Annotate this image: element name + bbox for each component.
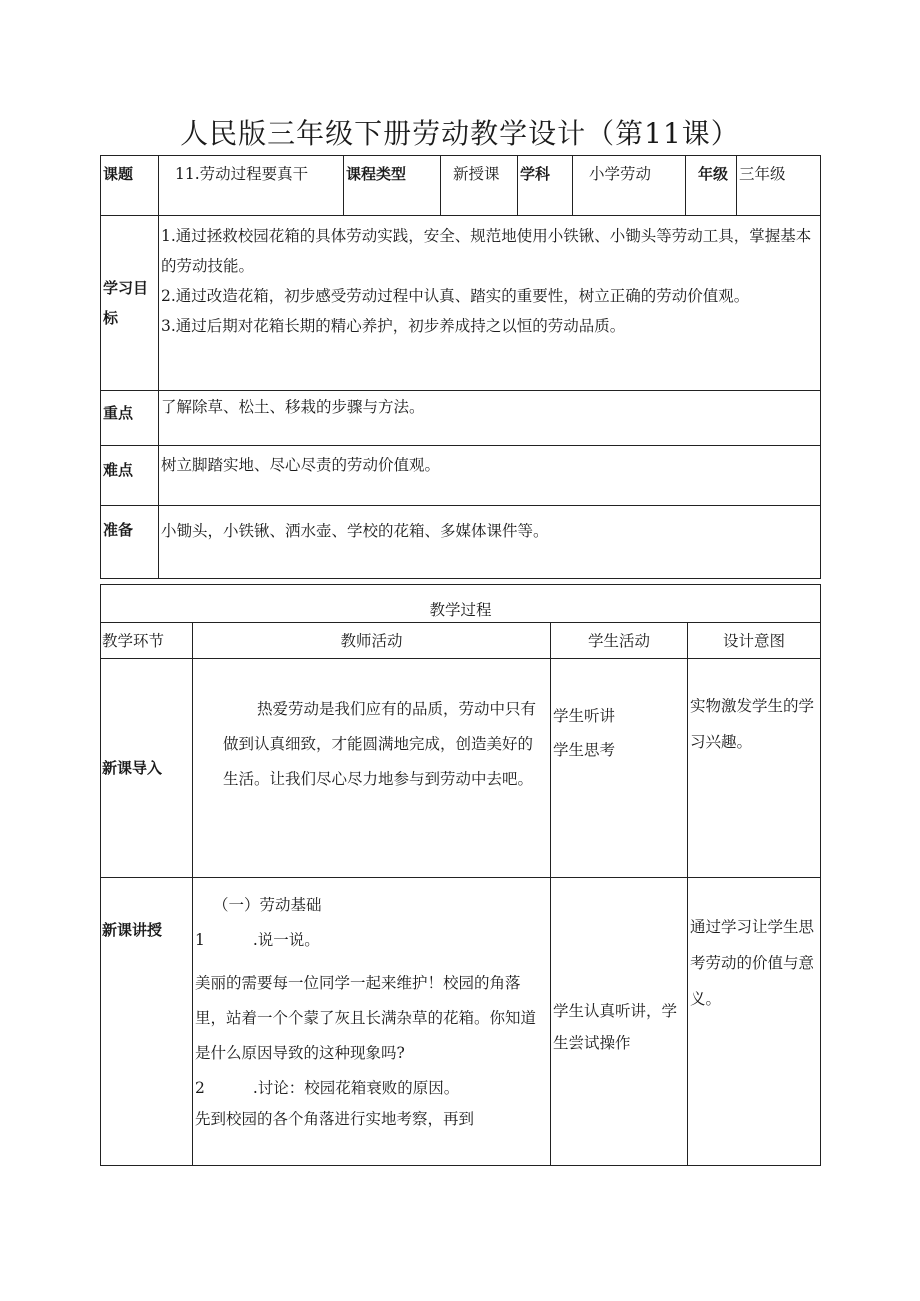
teach-paragraph-1: 美丽的需要每一位同学一起来维护！校园的角落里，站着一个个蒙了灰且长满杂草的花箱。你知道是什么原因导致的这种现象吗? — [195, 974, 537, 1062]
col-header-student: 学生活动 — [551, 623, 688, 659]
grade-label: 年级 — [686, 156, 737, 216]
intent-intro: 实物激发学生的学习兴趣。 — [688, 659, 821, 878]
teacher-intro-text: 热爱劳动是我们应有的品质，劳动中只有做到认真细致，才能圆满地完成，创造美好的生活。让我们尽心尽力地参与到劳动中去吧。 — [223, 700, 537, 788]
topic-value: 11.劳动过程要真干 — [159, 156, 344, 216]
col-header-teacher: 教师活动 — [193, 623, 551, 659]
teacher-intro — [193, 659, 551, 878]
lesson-info-table — [100, 155, 821, 579]
item-2 — [195, 1071, 546, 1106]
goal-item: 1.通过拯救校园花箱的具体劳动实践，安全、规范地使用小铁锹、小锄头等劳动工具，掌握基本的劳动技能。 — [161, 227, 812, 275]
type-value: 新授课 — [441, 156, 518, 216]
type-label: 课程类型 — [344, 156, 441, 216]
stage-intro: 新课导入 — [101, 659, 193, 878]
key-value: 了解除草、松土、移栽的步骤与方法。 — [159, 391, 821, 446]
goal-item: 2.通过改造花箱，初步感受劳动过程中认真、踏实的重要性，树立正确的劳动价值观。 — [161, 287, 750, 305]
item-1-text: .说一说。 — [252, 931, 320, 949]
item-1 — [195, 923, 546, 958]
intent-teach: 通过学习让学生思考劳动的价值与意义。 — [688, 878, 821, 1166]
teacher-teach — [193, 878, 551, 1166]
prep-label: 准备 — [101, 506, 159, 579]
section-heading: （一）劳动基础 — [213, 896, 322, 914]
topic-label: 课题 — [101, 156, 159, 216]
key-label: 重点 — [101, 391, 159, 446]
student-intro-line: 学生听讲 — [553, 707, 616, 725]
subject-value: 小学劳动 — [573, 156, 686, 216]
prep-value: 小锄头，小铁锹、洒水壶、学校的花箱、多媒体课件等。 — [159, 506, 821, 579]
stage-teach: 新课讲授 — [101, 878, 193, 1166]
teaching-process-table — [100, 584, 821, 1166]
student-intro — [551, 659, 688, 878]
goals-label: 学习目标 — [101, 216, 159, 391]
item-2-text: .讨论：校园花箱衰败的原因。 — [252, 1079, 460, 1097]
student-intro-line: 学生思考 — [553, 741, 616, 759]
student-teach: 学生认真听讲，学生尝试操作 — [551, 878, 688, 1166]
process-heading: 教学过程 — [101, 585, 821, 623]
col-header-stage: 教学环节 — [101, 623, 193, 659]
item-1-number: 1 — [195, 931, 205, 949]
difficulty-label: 难点 — [101, 446, 159, 506]
subject-label: 学科 — [518, 156, 573, 216]
col-header-intent: 设计意图 — [688, 623, 821, 659]
page-title: 人民版三年级下册劳动教学设计（第11课） — [180, 117, 740, 150]
goal-item: 3.通过后期对花箱长期的精心养护，初步养成持之以恒的劳动品质。 — [161, 317, 626, 335]
difficulty-value: 树立脚踏实地、尽心尽责的劳动价值观。 — [159, 446, 821, 506]
goals-cell — [159, 216, 821, 391]
item-2-number: 2 — [195, 1079, 205, 1097]
grade-value: 三年级 — [737, 156, 821, 216]
teach-paragraph-2: 先到校园的各个角落进行实地考察，再到 — [195, 1110, 475, 1128]
